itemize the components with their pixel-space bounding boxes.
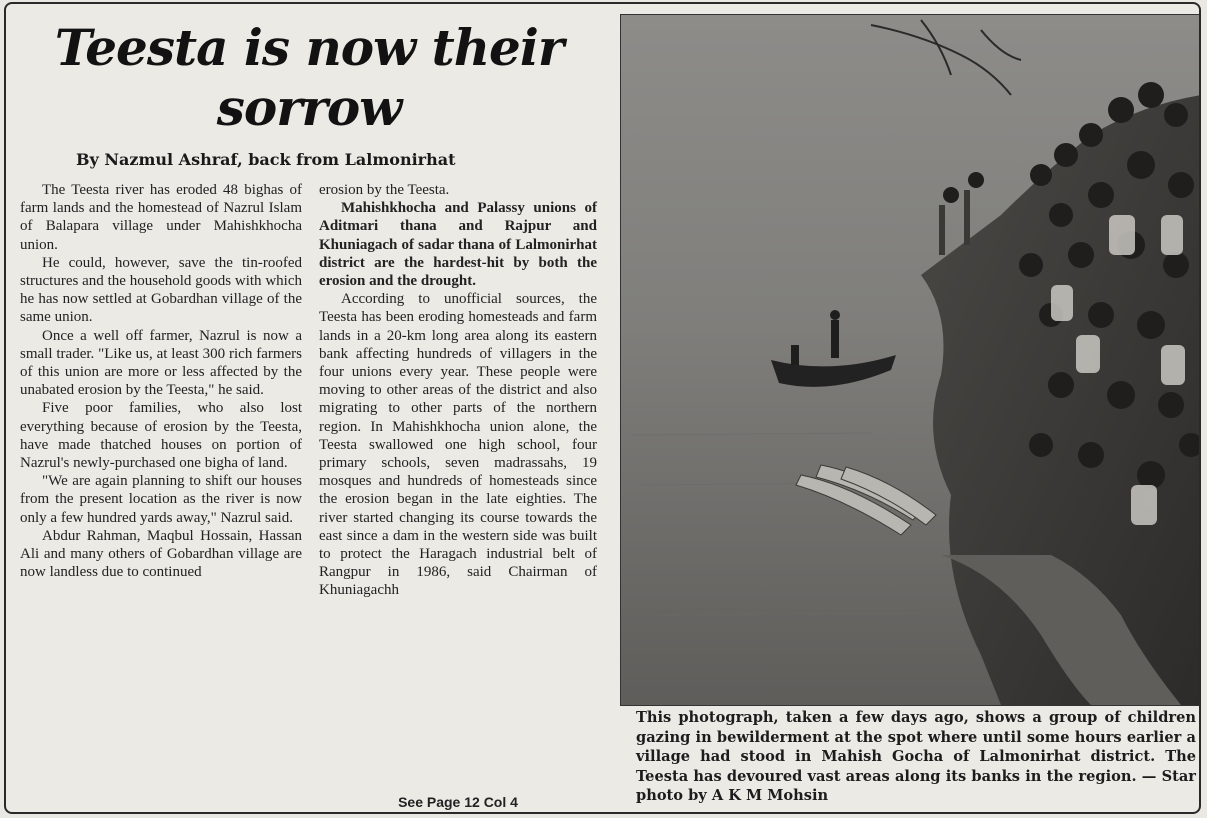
article-byline: By Nazmul Ashraf, back from Lalmonirhat	[76, 150, 456, 169]
article-column-2	[319, 181, 597, 600]
headline-line-1: Teesta is now their	[54, 18, 564, 77]
paragraph: erosion by the Teesta.	[319, 182, 450, 198]
continued-on-page: See Page 12 Col 4	[398, 794, 518, 810]
article-column-1	[20, 181, 302, 581]
paragraph: According to unofficial sources, the Teesta has been eroding homesteads and farm lands in a 20-km long area along its eastern bank affecting hundreds of villagers in the four unions every year. These people were moving to other areas of the district and also migrating to other parts of the northern region. In Mahishkhocha union alone, the Teesta swallowed one high school, four primary schools, seven madrassahs, 19 mosques and hundreds of homesteads since the erosion began in the late eighties. The river started changing its course towards the east since a dam in the western side was built to protect the Haragach industrial belt of Rangpur in 1986, said Chairman of Khuniagachh	[319, 291, 597, 599]
news-photograph	[620, 14, 1201, 706]
paragraph: Once a well off farmer, Nazrul is now a small trader. "Like us, at least 300 rich farmers of this union are more or less affected by the unabated erosion by the Teesta," he said.	[20, 327, 302, 399]
paragraph: The Teesta river has eroded 48 bighas of farm lands and the homestead of Nazrul Islam of Balapara village under Mahishkhocha union.	[20, 182, 302, 253]
newspaper-clipping	[4, 2, 1201, 814]
paragraph: Mahishkhocha and Palassy unions of Aditmari thana and Rajpur and Khuniagach of sadar thana of Lalmonirhat district are the hardest-hit by both the erosion and the drought.	[319, 200, 597, 290]
paragraph: He could, however, save the tin-roofed structures and the household goods with which he has now settled at Gobardhan village of the same union.	[20, 254, 302, 326]
article-headline	[14, 18, 604, 138]
photo-caption: This photograph, taken a few days ago, shows a group of children gazing in bewilderment at the spot where until some hours earlier a village had stood in Mahish Gocha of Lalmonirhat district. The Teesta has devoured vast areas along its banks in the region. — Star photo by A K M Mohsin	[636, 709, 1196, 804]
river-erosion-photo	[621, 15, 1201, 705]
headline-line-2: sorrow	[216, 78, 402, 137]
paragraph: Five poor families, who also lost everything because of erosion by the Teesta, have made thatched houses on portion of Nazrul's newly-purchased one bigha of land.	[20, 400, 302, 472]
paragraph: Abdur Rahman, Maqbul Hossain, Hassan Ali and many others of Gobardhan village are now landless due to continued	[20, 527, 302, 581]
paragraph: "We are again planning to shift our houses from the present location as the river is now only a few hundred yards away," Nazrul said.	[20, 473, 302, 526]
